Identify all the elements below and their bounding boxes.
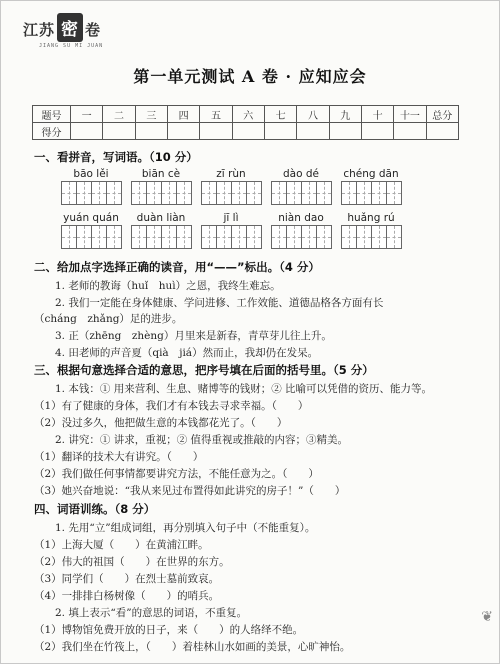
question-line: （2）我们坐在竹筏上，（ ）着桂林山水如画的美景，心旷神怡。 bbox=[34, 641, 351, 653]
score-header-cell: 九 bbox=[329, 106, 361, 123]
pinyin-label: zī rùn bbox=[216, 168, 246, 180]
pinyin-item bbox=[341, 211, 401, 249]
answer-cell[interactable] bbox=[201, 225, 217, 249]
score-input-cell[interactable] bbox=[297, 123, 329, 140]
pinyin-label: chéng dān bbox=[343, 168, 399, 180]
score-input-cell[interactable] bbox=[103, 123, 135, 140]
section-4-title: 四、词语训练。（8 分） bbox=[34, 502, 156, 516]
answer-cell[interactable] bbox=[301, 181, 317, 205]
answer-cell[interactable] bbox=[356, 181, 372, 205]
score-input-cell[interactable] bbox=[71, 123, 103, 140]
score-input-cell[interactable] bbox=[426, 123, 458, 140]
answer-cell[interactable] bbox=[76, 225, 92, 249]
answer-cell[interactable] bbox=[146, 225, 162, 249]
question-line: 2. 我们一定能在身体健康、学问进修、工作效能、道德品格各方面有长 bbox=[55, 297, 384, 309]
answer-cell[interactable] bbox=[286, 225, 302, 249]
pinyin-item bbox=[201, 211, 261, 249]
score-header-cell: 五 bbox=[200, 106, 232, 123]
answer-cell[interactable] bbox=[76, 181, 92, 205]
answer-cell[interactable] bbox=[216, 181, 232, 205]
score-input-cell[interactable] bbox=[135, 123, 167, 140]
answer-cell[interactable] bbox=[246, 225, 262, 249]
score-input-cell[interactable] bbox=[329, 123, 361, 140]
answer-cell[interactable] bbox=[61, 225, 77, 249]
pinyin-item bbox=[201, 167, 261, 205]
brand-subtitle: JIANG SU MI JUAN bbox=[39, 43, 104, 49]
answer-cell[interactable] bbox=[161, 181, 177, 205]
answer-cell[interactable] bbox=[341, 181, 357, 205]
pinyin-label: huǎng rú bbox=[347, 212, 395, 224]
answer-cell[interactable] bbox=[386, 181, 402, 205]
brand-name-mi: 密 bbox=[57, 13, 83, 42]
answer-cell[interactable] bbox=[146, 181, 162, 205]
section-3-title: 三、根据句意选择合适的意思，把序号填在后面的括号里。（5 分） bbox=[34, 363, 374, 377]
brand-logo bbox=[23, 13, 103, 53]
question-line: 3. 正（zhēng zhèng）月里来是新春，青草芽儿往上升。 bbox=[55, 330, 332, 342]
leaf-icon: ❦ bbox=[481, 609, 493, 625]
score-input-cell[interactable] bbox=[200, 123, 232, 140]
question-line: （1）翻译的技术大有讲究。（ ） bbox=[34, 451, 204, 463]
answer-cell[interactable] bbox=[176, 181, 192, 205]
answer-cell[interactable] bbox=[271, 181, 287, 205]
pinyin-label: bāo lěi bbox=[73, 168, 109, 180]
question-line: （2）伟大的祖国（ ）在世界的东方。 bbox=[34, 556, 230, 568]
score-value-row bbox=[33, 123, 459, 140]
answer-cell[interactable] bbox=[356, 225, 372, 249]
question-line: （1）博物馆免费开放的日子，来（ ）的人络绎不绝。 bbox=[34, 624, 304, 636]
section-1-title: 一、看拼音，写词语。（10 分） bbox=[34, 150, 198, 164]
answer-cell[interactable] bbox=[231, 225, 247, 249]
score-header-cell: 十一 bbox=[394, 106, 426, 123]
pinyin-label: jī lì bbox=[223, 212, 239, 224]
score-row-label: 得分 bbox=[33, 123, 71, 140]
answer-cell[interactable] bbox=[341, 225, 357, 249]
pinyin-item bbox=[271, 211, 331, 249]
score-header-cell: 八 bbox=[297, 106, 329, 123]
question-line: （2）没过多久，他把做生意的本钱都花光了。（ ） bbox=[34, 417, 288, 429]
question-line: 2. 讲究：① 讲求，重视；② 值得重视或推敲的内容；③精美。 bbox=[55, 434, 349, 446]
question-line: （3）她兴奋地说：“我从来见过布置得如此讲究的房子！”（ ） bbox=[34, 485, 346, 497]
answer-cell[interactable] bbox=[316, 181, 332, 205]
pinyin-label: niàn dao bbox=[278, 212, 324, 224]
question-line: （3）同学们（ ）在烈士墓前致哀。 bbox=[34, 573, 220, 585]
question-line: （1）上海大厦（ ）在黄浦江畔。 bbox=[34, 539, 209, 551]
answer-cell[interactable] bbox=[91, 181, 107, 205]
question-line: 1. 本钱：① 用来营利、生息、赌博等的钱财；② 比喻可以凭借的资历、能力等。 bbox=[55, 383, 433, 395]
score-table bbox=[32, 105, 459, 140]
score-header-cell: 总分 bbox=[426, 106, 458, 123]
answer-cell[interactable] bbox=[371, 225, 387, 249]
score-input-cell[interactable] bbox=[264, 123, 296, 140]
pinyin-label: dào dé bbox=[283, 168, 319, 180]
answer-cell[interactable] bbox=[301, 225, 317, 249]
page-title: 第一单元测试 A 卷 · 应知应会 bbox=[133, 67, 367, 86]
answer-cell[interactable] bbox=[131, 181, 147, 205]
brand-name-left: 江苏 bbox=[23, 21, 56, 39]
brand-name-right: 卷 bbox=[85, 21, 102, 39]
answer-cell[interactable] bbox=[246, 181, 262, 205]
answer-cell[interactable] bbox=[161, 225, 177, 249]
score-input-cell[interactable] bbox=[361, 123, 393, 140]
score-header-cell: 十 bbox=[361, 106, 393, 123]
score-header-cell: 六 bbox=[232, 106, 264, 123]
question-line: （4）一排排白杨树像（ ）的哨兵。 bbox=[34, 590, 220, 602]
question-line: 1. 老师的教诲（huǐ huì）之恩，我终生难忘。 bbox=[55, 280, 281, 292]
score-input-cell[interactable] bbox=[394, 123, 426, 140]
answer-cell[interactable] bbox=[386, 225, 402, 249]
pinyin-item bbox=[61, 167, 121, 205]
score-header-cell: 二 bbox=[103, 106, 135, 123]
answer-cell[interactable] bbox=[106, 225, 122, 249]
section-2-title: 二、给加点字选择正确的读音，用“——”标出。（4 分） bbox=[34, 260, 320, 274]
question-line: （cháng zhǎng）足的进步。 bbox=[34, 313, 183, 325]
pinyin-item bbox=[61, 211, 121, 249]
answer-cell[interactable] bbox=[231, 181, 247, 205]
pinyin-item bbox=[131, 167, 191, 205]
answer-cell[interactable] bbox=[286, 181, 302, 205]
score-header-cell: 三 bbox=[135, 106, 167, 123]
question-line: （1）有了健康的身体，我们才有本钱去寻求幸福。（ ） bbox=[34, 400, 309, 412]
question-line: 4. 田老师的声音夏（qià jiá）然而止，我却仍在发呆。 bbox=[55, 347, 319, 359]
answer-cell[interactable] bbox=[61, 181, 77, 205]
pinyin-label: duàn liàn bbox=[136, 212, 186, 224]
answer-cell[interactable] bbox=[176, 225, 192, 249]
question-line: 1. 先用“立”组成词组，再分别填入句子中（不能重复）。 bbox=[55, 522, 316, 534]
score-header-cell: 一 bbox=[71, 106, 103, 123]
answer-cell[interactable] bbox=[201, 181, 217, 205]
answer-cell[interactable] bbox=[371, 181, 387, 205]
pinyin-item bbox=[341, 167, 401, 205]
pinyin-label: biān cè bbox=[141, 168, 181, 180]
score-input-cell[interactable] bbox=[167, 123, 199, 140]
pinyin-label: yuán quán bbox=[63, 212, 119, 224]
question-line: 2. 填上表示“看”的意思的词语，不重复。 bbox=[55, 607, 248, 619]
answer-cell[interactable] bbox=[131, 225, 147, 249]
score-header-cell: 题号 bbox=[33, 106, 71, 123]
answer-cell[interactable] bbox=[216, 225, 232, 249]
answer-cell[interactable] bbox=[106, 181, 122, 205]
pinyin-item bbox=[271, 167, 331, 205]
score-header-row bbox=[33, 106, 459, 123]
answer-cell[interactable] bbox=[91, 225, 107, 249]
score-header-cell: 四 bbox=[167, 106, 199, 123]
score-header-cell: 七 bbox=[264, 106, 296, 123]
score-input-cell[interactable] bbox=[232, 123, 264, 140]
answer-cell[interactable] bbox=[271, 225, 287, 249]
question-line: （2）我们做任何事情都要讲究方法，不能任意为之。（ ） bbox=[34, 468, 319, 480]
pinyin-item bbox=[131, 211, 191, 249]
answer-cell[interactable] bbox=[316, 225, 332, 249]
